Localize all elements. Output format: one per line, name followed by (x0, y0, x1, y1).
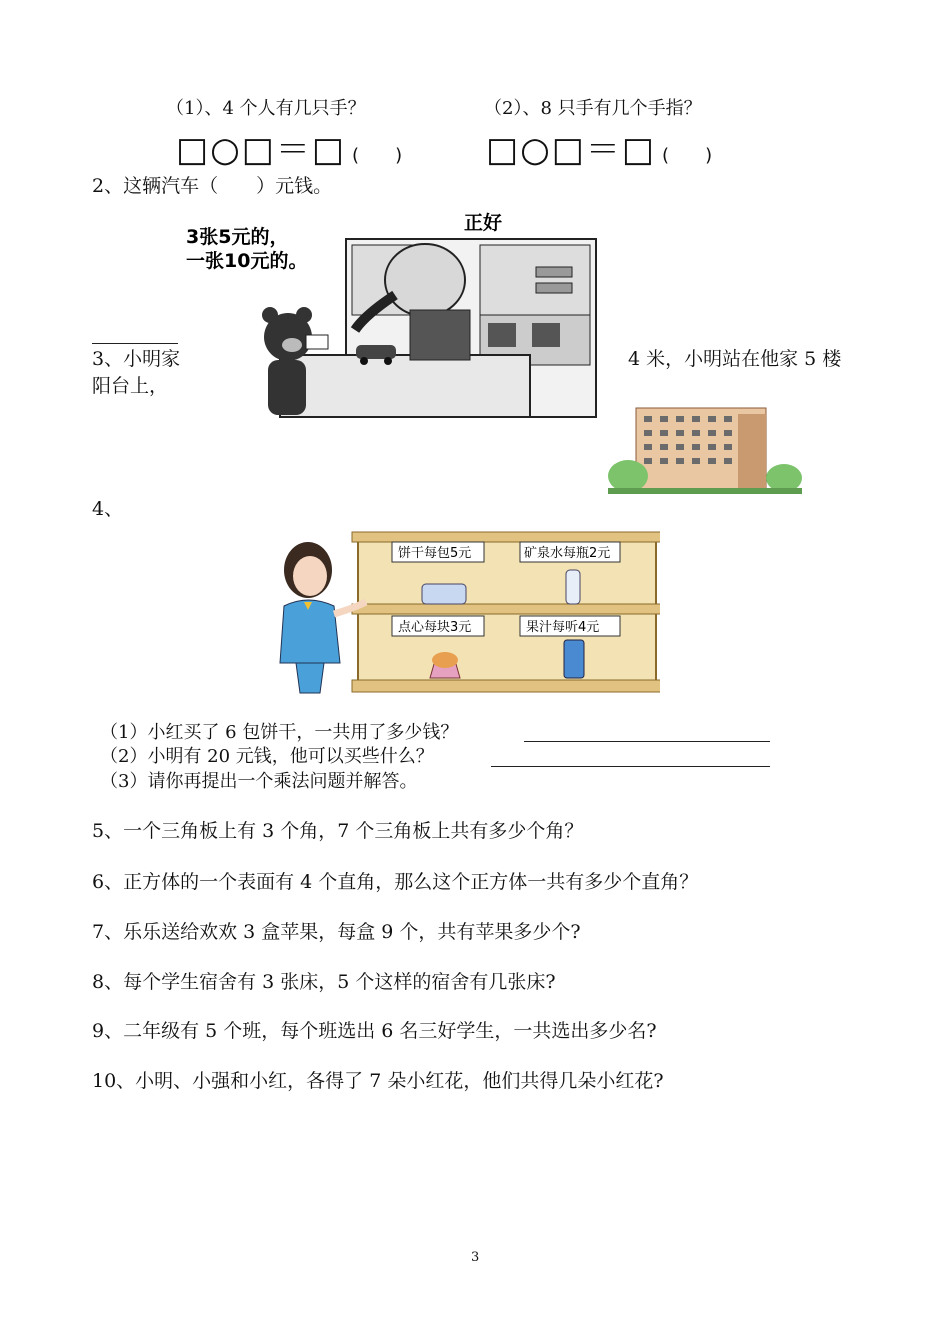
question-9: 9、二年级有 5 个班，每个班选出 6 名三好学生，一共选出多少名? (92, 1020, 657, 1042)
equation-boxes: □○□＝□ (486, 130, 657, 170)
label-water: 矿泉水每瓶2元 (524, 546, 611, 561)
page-number: 3 (471, 1250, 480, 1265)
q1-sub2-label: （2）、8 只手有几个手指？ (484, 98, 702, 119)
q3-text-right: 4 米，小明站在他家 5 楼 (628, 348, 842, 370)
q1-sub1-equation (176, 131, 402, 175)
question-6: 6、正方体的一个表面有 4 个直角，那么这个正方体一共有多少个直角？ (92, 871, 699, 893)
q1-sub2-equation (486, 131, 712, 175)
building-illustration (608, 402, 802, 494)
question-10: 10、小明、小强和小红，各得了 7 朵小红花，他们共得几朵小红花? (92, 1070, 664, 1092)
q2-text: 2、这辆汽车（ ）元钱。 (92, 175, 333, 197)
question-7: 7、乐乐送给欢欢 3 盒苹果，每盒 9 个，共有苹果多少个? (92, 921, 581, 943)
q3-text-left-line2: 阳台上， (92, 375, 169, 397)
label-juice: 果汁每听4元 (526, 620, 600, 635)
shop-shelf-illustration (258, 528, 660, 696)
question-8: 8、每个学生宿舍有 3 张床，5 个这样的宿舍有几张床? (92, 971, 556, 993)
q3-top-line (92, 343, 178, 344)
q4-number: 4、 (92, 498, 124, 520)
q4-sub1-answer-line[interactable] (524, 741, 770, 742)
question-5: 5、一个三角板上有 3 个角，7 个三角板上共有多少个角？ (92, 820, 584, 842)
equation-boxes: □○□＝□ (176, 130, 347, 170)
q4-sub3: （3）请你再提出一个乘法问题并解答。 (100, 771, 418, 792)
reply-text: 正好 (464, 212, 503, 234)
toy-shop-illustration (180, 205, 630, 420)
speech-line-1: 3张5元的， (186, 226, 289, 248)
label-snack: 点心每块3元 (398, 620, 472, 635)
q4-sub1: （1）小红买了 6 包饼干，一共用了多少钱？ (100, 722, 459, 743)
answer-paren: ( ) (352, 145, 403, 166)
q1-sub1-label: （1）、4 个人有几只手？ (166, 98, 366, 119)
speech-line-2: 一张10元的。 (186, 250, 308, 272)
q3-text-left-line1: 3、小明家 (92, 348, 181, 370)
q4-sub2-answer-line[interactable] (491, 766, 770, 767)
label-biscuits: 饼干每包5元 (398, 546, 472, 561)
answer-paren: ( ) (662, 145, 713, 166)
q4-sub2: （2）小明有 20 元钱，他可以买些什么？ (100, 746, 434, 767)
